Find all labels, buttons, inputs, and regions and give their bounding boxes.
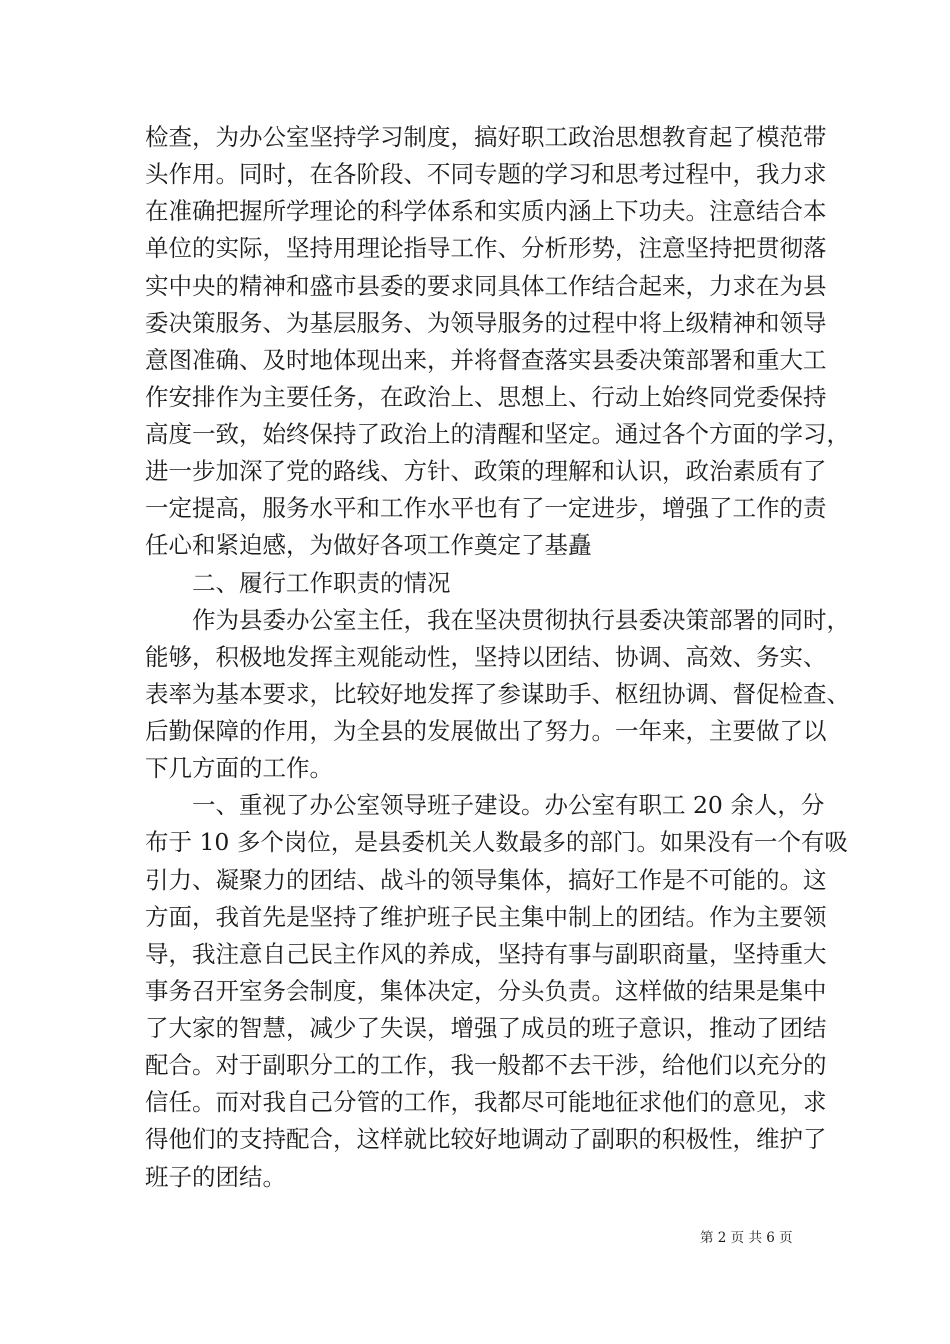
text-line: 事务召开室务会制度，集体决定，分头负责。这样做的结果是集中 [145, 977, 827, 1005]
text-line: 表率为基本要求，比较好地发挥了参谋助手、枢纽协调、督促检查、 [145, 680, 850, 708]
text-line: 班子的团结。 [145, 1163, 286, 1191]
text-line: 后勤保障的作用，为全县的发展做出了努力。一年来，主要做了以 [145, 717, 827, 745]
text-line: 布于 10 多个岗位，是县委机关人数最多的部门。如果没有一个有吸 [145, 828, 848, 856]
text-line: 方面，我首先是坚持了维护班子民主集中制上的团结。作为主要领 [145, 903, 827, 931]
text-line: 作为县委办公室主任，我在坚决贯彻执行县委决策部署的同时， [145, 606, 850, 634]
text-line: 作安排作为主要任务，在政治上、思想上、行动上始终同党委保持 [145, 383, 827, 411]
text-line: 高度一致，始终保持了政治上的清醒和坚定。通过各个方面的学习， [145, 420, 850, 448]
text-line: 了大家的智慧，减少了失误，增强了成员的班子意识，推动了团结 [145, 1014, 827, 1042]
text-line: 委决策服务、为基层服务、为领导服务的过程中将上级精神和领导 [145, 309, 827, 337]
text-line: 能够，积极地发挥主观能动性，坚持以团结、协调、高效、务实、 [145, 643, 827, 671]
text-line: 任心和紧迫感，为做好各项工作奠定了基矗 [145, 531, 592, 559]
text-line: 进一步加深了党的路线、方针、政策的理解和认识，政治素质有了 [145, 457, 827, 485]
text-line: 意图准确、及时地体现出来，并将督查落实县委决策部署和重大工 [145, 346, 827, 374]
text-line: 单位的实际，坚持用理论指导工作、分析形势，注意坚持把贯彻落 [145, 234, 827, 262]
text-line: 在准确把握所学理论的科学体系和实质内涵上下功夫。注意结合本 [145, 197, 827, 225]
text-line: 头作用。同时，在各阶段、不同专题的学习和思考过程中，我力求 [145, 160, 827, 188]
text-line: 实中央的精神和盛市县委的要求同具体工作结合起来，力求在为县 [145, 272, 827, 300]
section-heading: 二、履行工作职责的情况 [145, 569, 451, 597]
text-line: 一、重视了办公室领导班子建设。办公室有职工 20 余人，分 [145, 791, 825, 819]
text-line: 配合。对于副职分工的工作，我一般都不去干涉，给他们以充分的 [145, 1051, 827, 1079]
text-line: 引力、凝聚力的团结、战斗的领导集体，搞好工作是不可能的。这 [145, 866, 827, 894]
text-line: 信任。而对我自己分管的工作，我都尽可能地征求他们的意见，求 [145, 1088, 827, 1116]
text-line: 一定提高，服务水平和工作水平也有了一定进步，增强了工作的责 [145, 494, 827, 522]
page-footer: 第 2 页 共 6 页 [700, 1230, 793, 1246]
text-line: 导，我注意自己民主作风的养成，坚持有事与副职商量，坚持重大 [145, 940, 827, 968]
text-line: 检查，为办公室坚持学习制度，搞好职工政治思想教育起了模范带 [145, 123, 827, 151]
text-line: 下几方面的工作。 [145, 754, 333, 782]
text-line: 得他们的支持配合，这样就比较好地调动了副职的积极性，维护了 [145, 1125, 827, 1153]
